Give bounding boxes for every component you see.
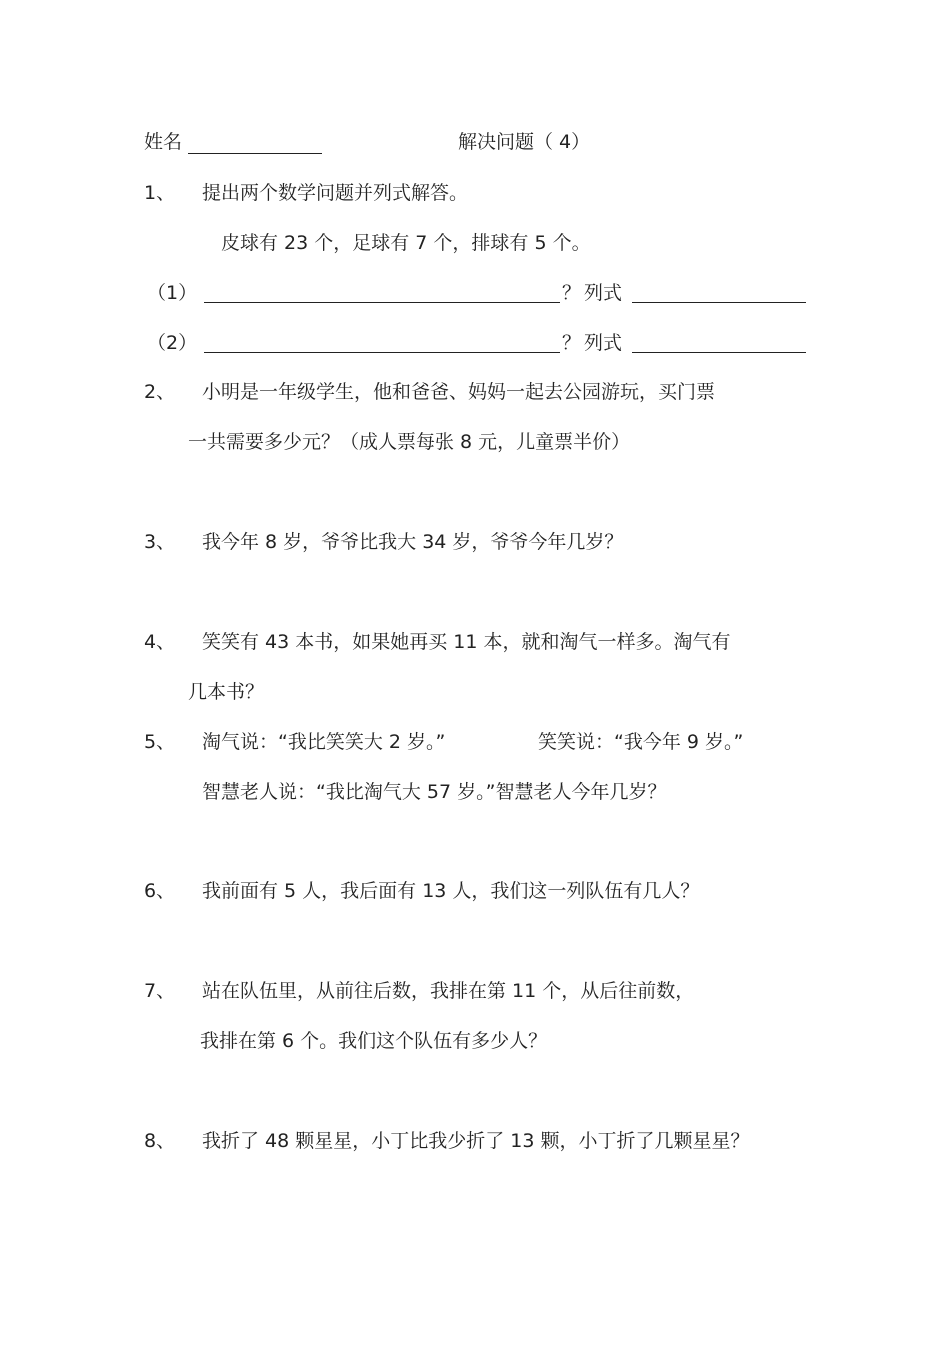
name-label: 姓名 — [144, 131, 183, 153]
question-number: 2、 — [144, 381, 176, 403]
question-number: 3、 — [144, 531, 176, 553]
question-text: 智慧老人说：“我比淘气大 57 岁。”智慧老人今年几岁？ — [202, 781, 667, 803]
answer-blank — [204, 302, 560, 303]
question-text: 皮球有 23 个，足球有 7 个，排球有 5 个。 — [221, 232, 591, 254]
worksheet-title: 解决问题（ 4） — [458, 131, 591, 153]
question-number: 4、 — [144, 631, 176, 653]
sub-item-label: （1） — [147, 282, 198, 304]
answer-blank — [204, 352, 560, 353]
formula-blank — [632, 352, 806, 353]
question-mark: ？ — [562, 332, 582, 354]
question-text: 我折了 48 颗星星，小丁比我少折了 13 颗，小丁折了几颗星星？ — [202, 1130, 750, 1152]
question-number: 8、 — [144, 1130, 176, 1152]
question-text: 我排在第 6 个。我们这个队伍有多少人？ — [200, 1030, 548, 1052]
question-text: 笑笑说：“我今年 9 岁。” — [538, 731, 744, 753]
question-text: 站在队伍里，从前往后数，我排在第 11 个，从后往前数， — [202, 980, 695, 1002]
question-text: 我今年 8 岁，爷爷比我大 34 岁，爷爷今年几岁？ — [202, 531, 624, 553]
formula-label: 列式 — [584, 282, 623, 304]
question-number: 6、 — [144, 880, 176, 902]
question-text: 我前面有 5 人，我后面有 13 人，我们这一列队伍有几人？ — [202, 880, 700, 902]
question-text: 小明是一年级学生，他和爸爸、妈妈一起去公园游玩，买门票 — [202, 381, 716, 403]
formula-blank — [632, 302, 806, 303]
formula-label: 列式 — [584, 332, 623, 354]
name-blank — [188, 153, 322, 154]
question-mark: ？ — [562, 282, 582, 304]
question-number: 1、 — [144, 182, 176, 204]
question-text: 淘气说：“我比笑笑大 2 岁。” — [202, 731, 446, 753]
question-text: 一共需要多少元？（成人票每张 8 元，儿童票半价） — [188, 431, 631, 453]
sub-item-label: （2） — [147, 332, 198, 354]
question-text: 提出两个数学问题并列式解答。 — [202, 182, 469, 204]
question-text: 笑笑有 43 本书，如果她再买 11 本，就和淘气一样多。淘气有 — [202, 631, 731, 653]
question-text: 几本书？ — [188, 681, 265, 703]
question-number: 7、 — [144, 980, 176, 1002]
question-number: 5、 — [144, 731, 176, 753]
